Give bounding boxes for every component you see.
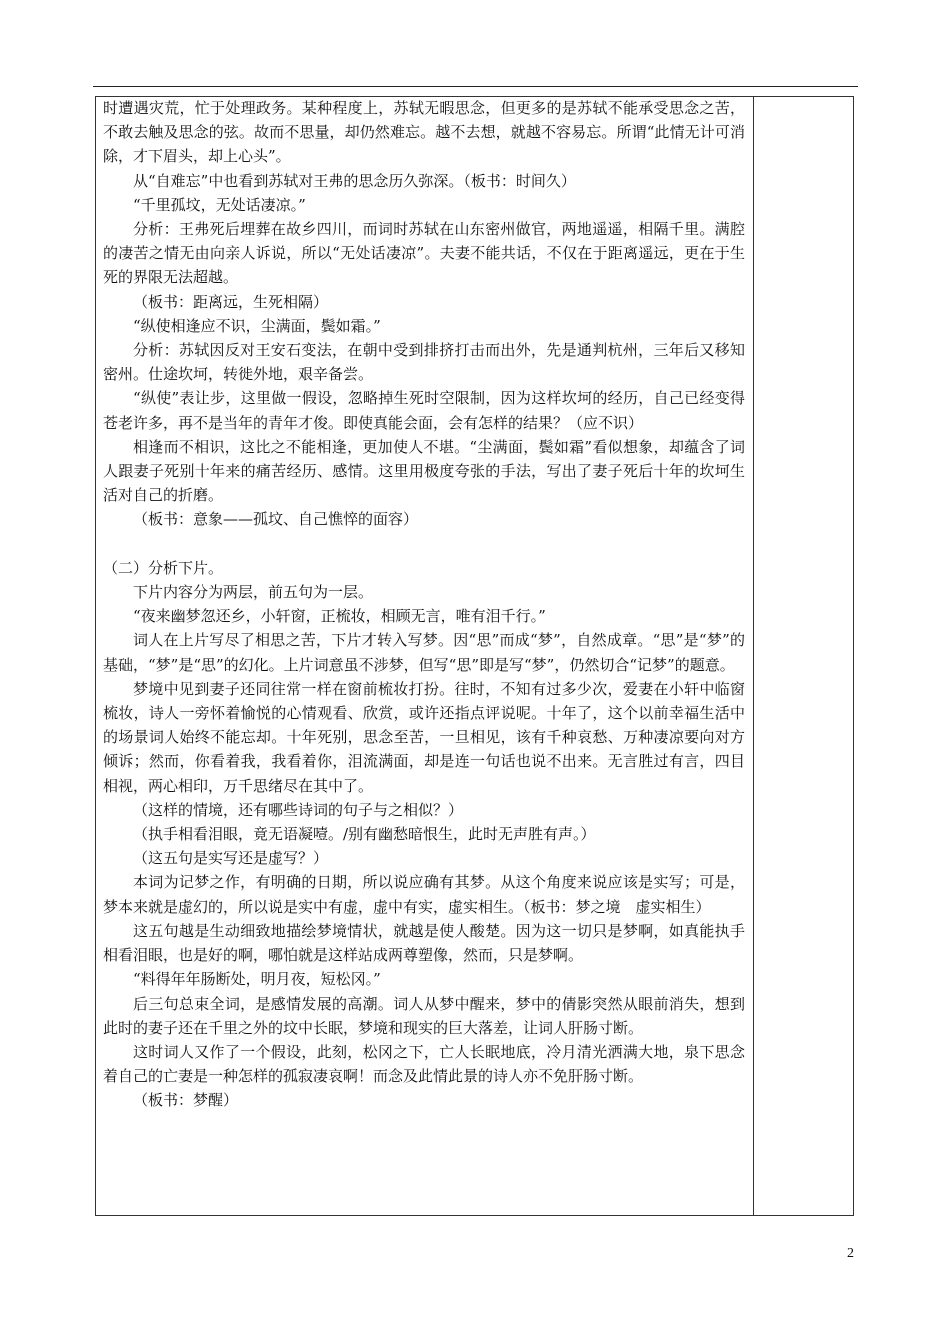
paragraph: （这五句是实写还是虚写？）: [133, 849, 329, 868]
paragraph: 下片内容分为两层，前五句为一层。: [133, 583, 374, 602]
paragraph: 这五句越是生动细致地描绘梦境情状，就越是使人酸楚。因为这一切只是梦啊，如真能执手相看泪眼，也是好的啊，哪怕就是这样站成两尊塑像，然而，只是梦啊。: [103, 921, 745, 965]
paragraph: （板书：梦醒）: [133, 1091, 239, 1110]
table-column-divider: [753, 96, 754, 1216]
paragraph: “夜来幽梦忽还乡，小轩窗，正梳妆，相顾无言，唯有泪千行。”: [133, 607, 546, 626]
paragraph: （板书：意象——孤坟、自己憔悴的面容）: [133, 510, 419, 529]
paragraph: 词人在上片写尽了相思之苦，下片才转入写梦。因“思”而成“梦”，自然成章。“思”是“梦”的基础，“梦”是“思”的幻化。上片词意虽不涉梦，但写“思”即是写“梦”，仍然切合“记梦”的题意。: [103, 631, 745, 674]
paragraph: 本词为记梦之作，有明确的日期，所以说应确有其梦。从这个角度来说应该是实写；可是，梦本来就是虚幻的，所以说是实中有虚，虚中有实，虚实相生。（板书：梦之境 虚实相生）: [103, 873, 745, 916]
paragraph: 时遭遇灾荒，忙于处理政务。某种程度上，苏轼无暇思念，但更多的是苏轼不能承受思念之苦，不敢去触及思念的弦。故而不思量，却仍然难忘。越不去想，就越不容易忘。所谓“此情无计可消除，才下眉头，却上心头”。: [103, 99, 745, 166]
paragraph: （这样的情境，还有哪些诗词的句子与之相似？）: [133, 800, 464, 819]
paragraph: 相逢而不相识，这比之不能相逢，更加使人不堪。“尘满面，鬓如霜”看似想象，却蕴含了词人跟妻子死别十年来的痛苦经历、感情。这里用极度夸张的手法，写出了妻子死后十年的坎坷生活对自己的折磨。: [103, 437, 745, 505]
blank-line: [103, 532, 745, 556]
paragraph: （执手相看泪眼，竟无语凝噎。/别有幽愁暗恨生，此时无声胜有声。）: [133, 825, 596, 844]
section-heading: （二）分析下片。: [103, 558, 224, 577]
paragraph: “纵使相逢应不识，尘满面，鬓如霜。”: [133, 316, 381, 335]
paragraph: 梦境中见到妻子还同往常一样在窗前梳妆打扮。往时，不知有过多少次，爱妻在小轩中临窗梳妆，诗人一旁怀着愉悦的心情观看、欣赏，或许还指点评说呢。十年了，这个以前幸福生活中的场景词人始终不能忘却。十年死别，思念至苦，一旦相见，该有千种哀愁、万种凄凉要向对方倾诉；然而，你看着我，我看着你，泪流满面，却是连一句话也说不出来。无言胜过有言，四目相视，两心相印，万千思绪尽在其中了。: [103, 679, 745, 795]
paragraph: 后三句总束全词，是感情发展的高潮。词人从梦中醒来，梦中的倩影突然从眼前消失，想到此时的妻子还在千里之外的坟中长眠，梦境和现实的巨大落差，让词人肝肠寸断。: [103, 994, 745, 1037]
paragraph: （板书：距离远，生死相隔）: [133, 292, 329, 311]
paragraph: “纵使”表让步，这里做一假设，忽略掉生死时空限制，因为这样坎坷的经历，自己已经变得苍老许多，再不是当年的青年才俊。即使真能会面，会有怎样的结果？（应不识）: [103, 389, 745, 432]
page-number: 2: [847, 1246, 854, 1261]
paragraph: “千里孤坟，无处话凄凉。”: [133, 195, 306, 214]
header-rule: [93, 86, 858, 87]
paragraph: 这时词人又作了一个假设，此刻，松冈之下，亡人长眠地底，冷月清光洒满大地，泉下思念着自己的亡妻是一种怎样的孤寂凄哀啊！而念及此情此景的诗人亦不免肝肠寸断。: [103, 1042, 745, 1086]
paragraph: 从“自难忘”中也看到苏轼对王弗的思念历久弥深。（板书：时间久）: [133, 171, 576, 190]
lesson-content: [103, 96, 745, 1113]
paragraph: 分析：王弗死后埋葬在故乡四川，而词时苏轼在山东密州做官，两地遥遥，相隔千里。满腔的凄苦之情无由向亲人诉说，所以“无处话凄凉”。夫妻不能共话，不仅在于距离遥远，更在于生死的界限无法超越。: [103, 220, 745, 287]
paragraph: 分析：苏轼因反对王安石变法，在朝中受到排挤打击而出外，先是通判杭州，三年后又移知密州。仕途坎坷，转徙外地，艰辛备尝。: [103, 341, 745, 384]
paragraph: “料得年年肠断处，明月夜，短松冈。”: [133, 970, 381, 989]
